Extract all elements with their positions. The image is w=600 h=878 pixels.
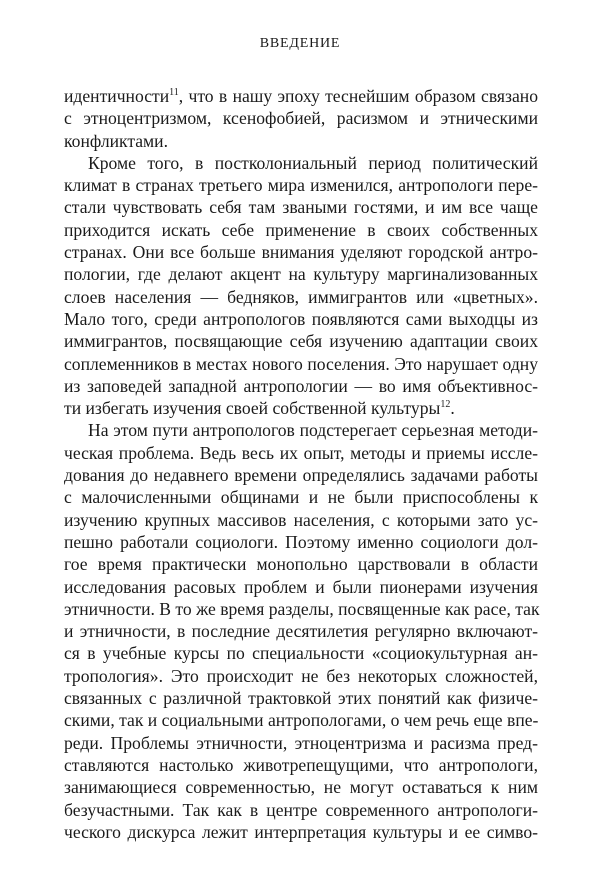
text-line: тропология». Это происходит не без некоторых сложностей, — [64, 665, 538, 686]
text-line: Кроме того, в постколониальный период политический — [88, 152, 538, 173]
text-line: безучастными. Так как в центре современного антропологи- — [64, 799, 538, 820]
text-line: приходится искать себе применение в своих собственных — [64, 219, 538, 240]
text-line: стали чувствовать себя там зваными гостями, и им все чаще — [64, 197, 538, 218]
text-line: занимающиеся современностью, не могут оставаться к ним — [64, 777, 538, 798]
text-line: дования до недавнего времени определялись задачами работы — [64, 465, 538, 486]
text-line: странах. Они все больше внимания уделяют городской антро- — [64, 242, 538, 263]
page-body — [64, 85, 538, 843]
text-line: изучению крупных массивов населения, с которыми зато ус- — [64, 509, 538, 530]
text-line: ческого дискурса лежит интерпретация культуры и ее симво- — [64, 821, 538, 842]
text-line: Мало того, среди антропологов появляются сами выходцы из — [64, 308, 538, 329]
text-segment: , что в нашу эпоху теснейшим образом связано — [178, 86, 538, 106]
text-line: скими, так и социальными антропологами, о чем речь еще впе- — [64, 710, 539, 731]
text-line: ческая проблема. Ведь весь их опыт, методы и приемы иссле- — [64, 442, 538, 463]
text-segment: . — [450, 398, 455, 419]
footnote-ref-11[interactable]: 11 — [169, 87, 179, 98]
text-line: и этничности, в последние десятилетия регулярно включают- — [64, 621, 538, 642]
text-line: реди. Проблемы этничности, этноцентризма и расизма пред- — [64, 732, 538, 753]
text-segment: ти избегать изучения своей собственной культуры — [64, 398, 441, 419]
text-line: из заповедей западной антропологии — во имя объективнос- — [64, 375, 538, 396]
text-line: иммигрантов, посвящающие себя изучению адаптации своих — [64, 331, 538, 352]
text-line — [64, 85, 538, 107]
text-line: соплеменников в местах нового поселения. Это нарушает одну — [64, 353, 538, 374]
text-line: с этноцентризмом, ксенофобией, расизмом и этническими — [64, 108, 538, 129]
text-line: связанных с различной трактовкой этих понятий как физиче- — [64, 688, 538, 709]
text-line — [64, 397, 538, 419]
text-line: гое время практически монопольно царствовали в области — [64, 554, 538, 575]
text-line: слоев населения — бедняков, иммигрантов или «цветных». — [64, 286, 538, 307]
text-line: пешно работали социологи. Поэтому именно социологи дол- — [64, 531, 538, 552]
footnote-ref-12[interactable]: 12 — [440, 399, 451, 411]
text-line: ставляются настолько животрепещущими, что антропологи, — [64, 754, 538, 775]
text-line: пологии, где делают акцент на культуру маргинализованных — [64, 264, 538, 285]
text-line: ся в учебные курсы по специальности «социокультурная ан- — [64, 643, 538, 664]
text-line: конфликтами. — [64, 130, 168, 151]
text-line: исследования расовых проблем и были пионерами изучения — [64, 576, 538, 597]
text-line: На этом пути антропологов подстерегает серьезная методи- — [88, 420, 538, 441]
running-header: ВВЕДЕНИЕ — [259, 36, 341, 51]
text-segment: идентичности — [64, 86, 170, 106]
text-line: климат в странах третьего мира изменился, антропологи пере- — [64, 175, 538, 196]
text-line: этничности. В то же время разделы, посвященные как расе, так — [64, 598, 540, 619]
text-line: с малочисленными общинами и не были приспособлены к — [64, 487, 538, 508]
